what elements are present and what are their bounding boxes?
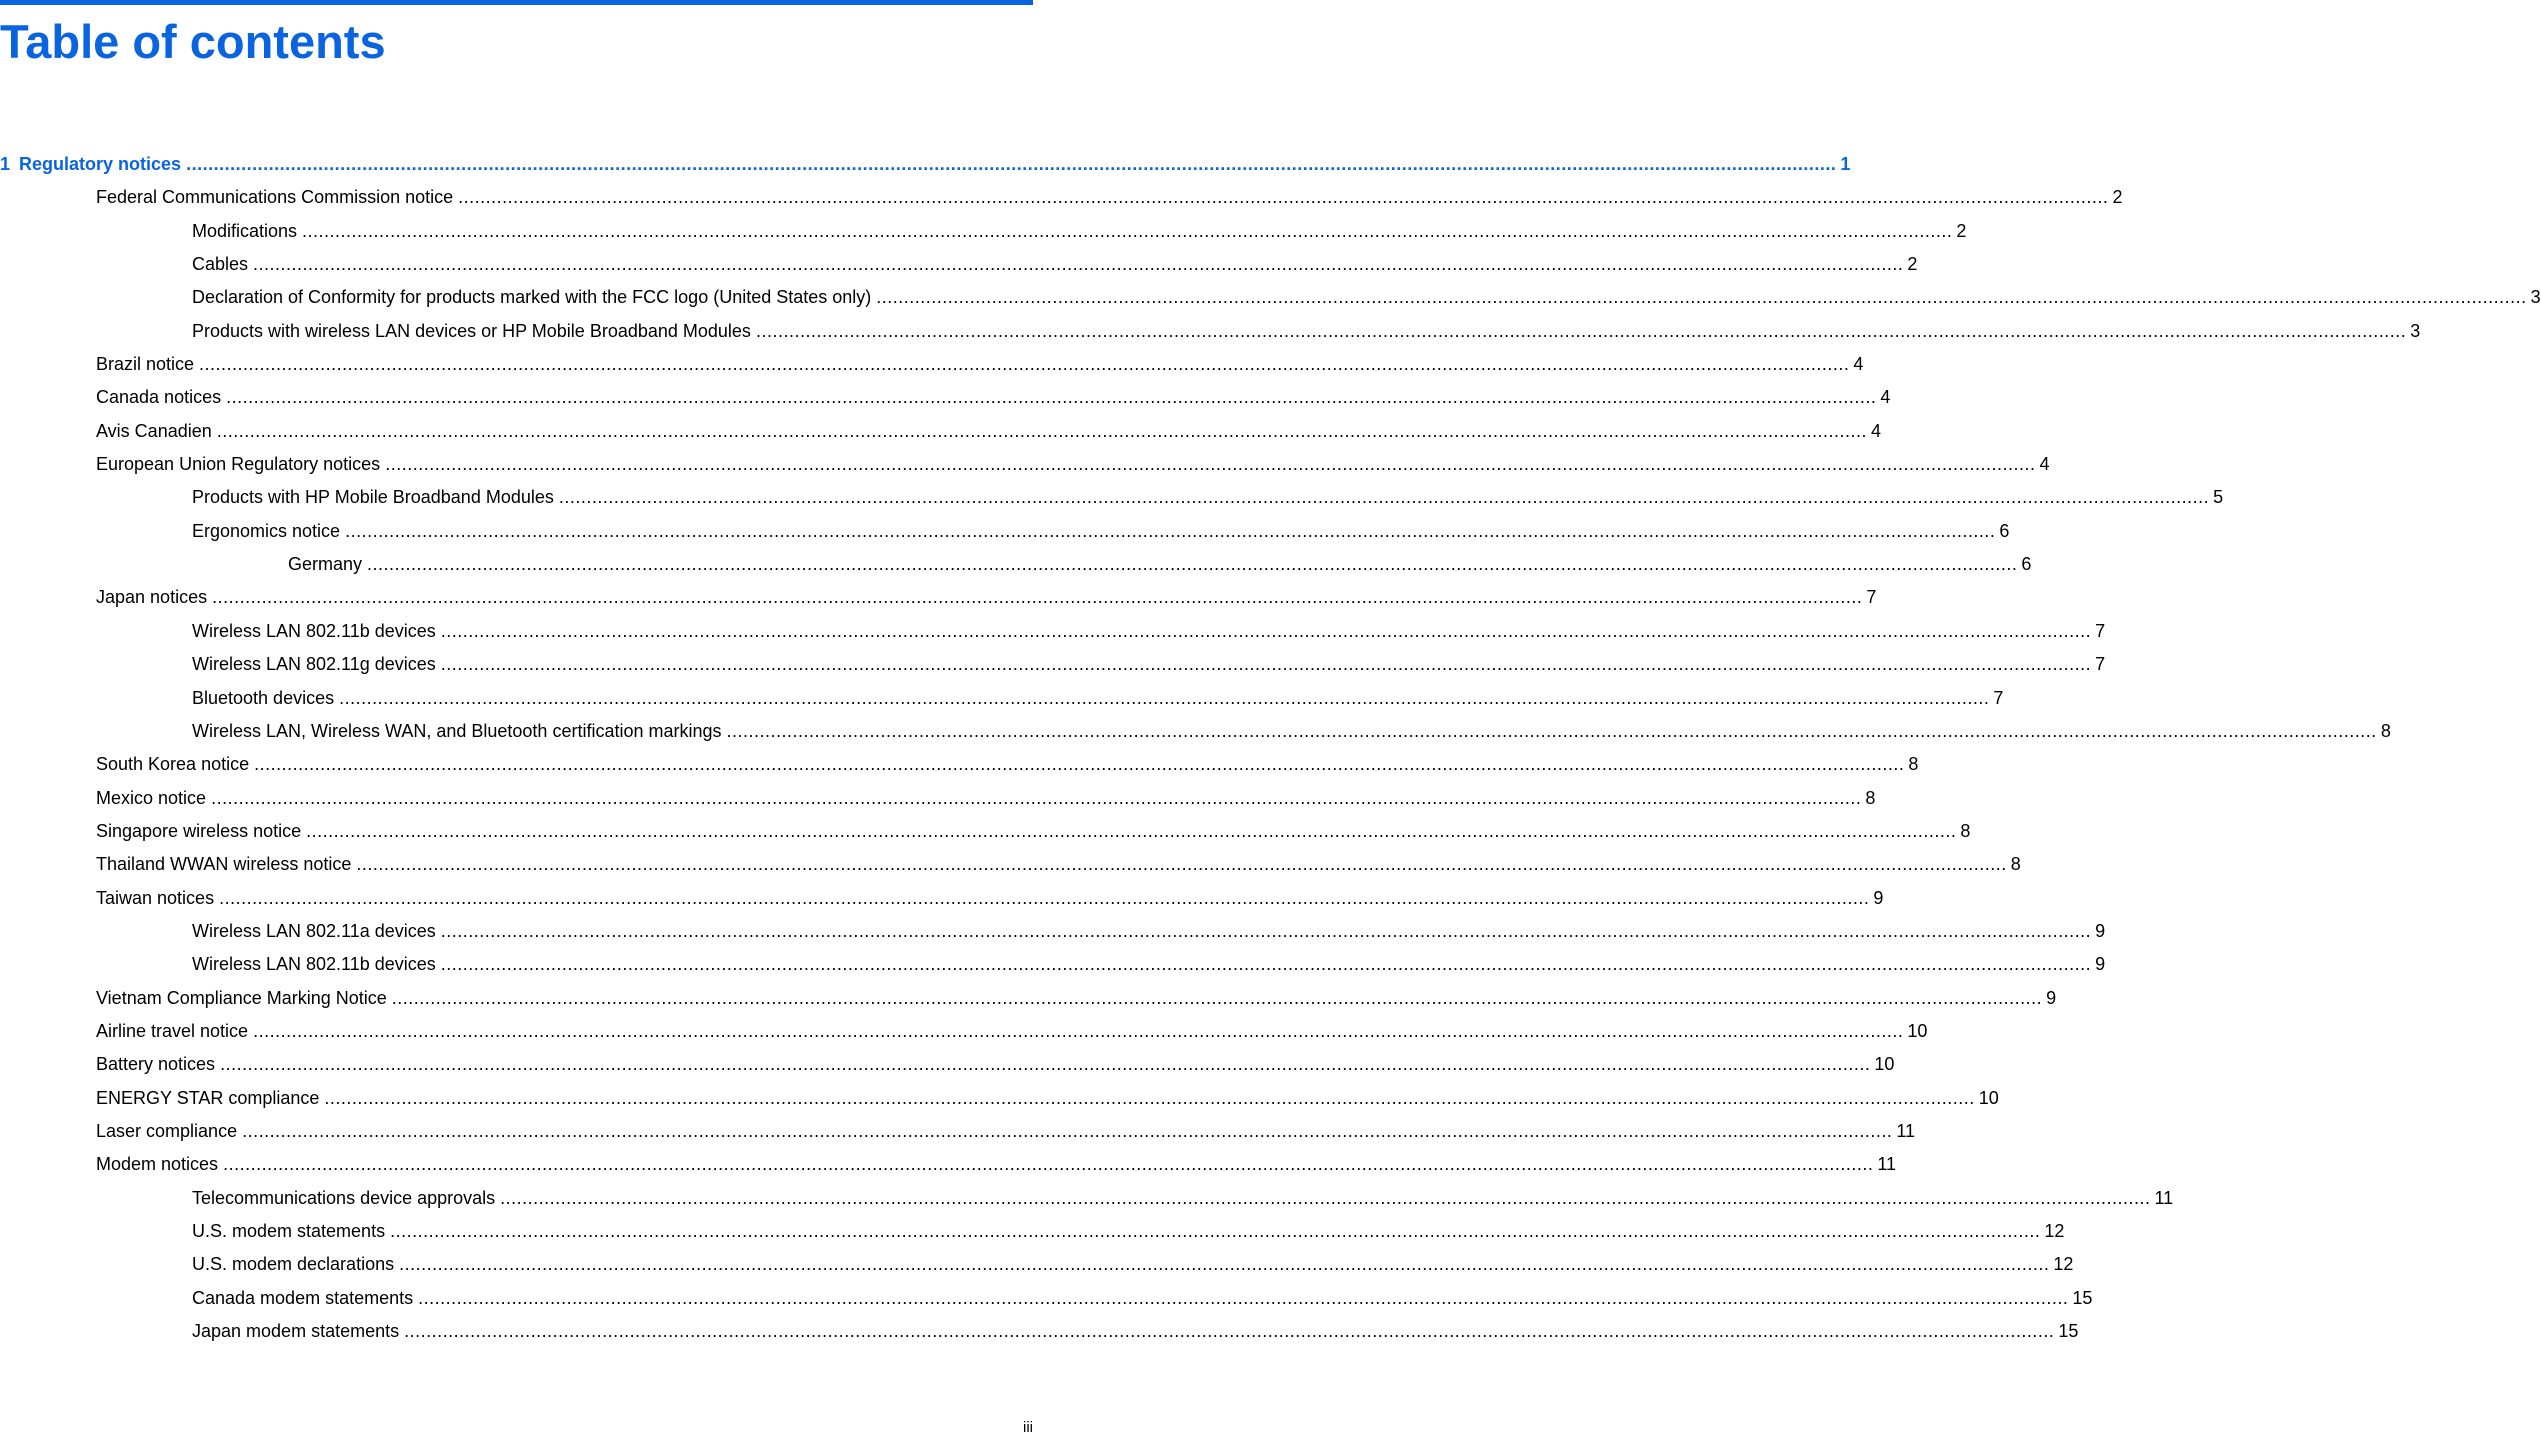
dot-leader: ............................................................................................................................................................................................................................................................................................................ [219,887,1870,908]
dot-leader: ............................................................................................................................................................................................................................................................................................................ [254,754,1905,775]
toc-entry-page[interactable]: 8 [1960,820,1971,841]
toc-entry-page[interactable]: 8 [2010,854,2021,875]
top-rule [0,0,1033,5]
toc-entry-page[interactable]: 7 [1866,587,1877,608]
toc-entry-title[interactable]: Telecommunications device approvals [192,1187,496,1208]
dot-leader: ............................................................................................................................................................................................................................................................................................................ [339,687,1990,708]
toc-entry-page[interactable]: 3 [2530,287,2541,308]
toc-entry-page[interactable]: 9 [2095,954,2106,975]
toc-entry[interactable] [0,882,1884,915]
dot-leader: ............................................................................................................................................................................................................................................................................................................ [404,1321,2055,1342]
toc-entry-title[interactable]: Modifications [192,220,298,241]
dot-leader: ............................................................................................................................................................................................................................................................................................................ [186,154,1837,174]
toc-entry-number: 1 [0,154,11,174]
dot-leader: ............................................................................................................................................................................................................................................................................................................ [216,420,1868,441]
toc-entry-title[interactable]: Federal Communications Commission notice [96,187,454,208]
toc-entry-title[interactable]: Thailand WWAN wireless notice [96,854,352,875]
toc-entry[interactable] [0,515,2010,548]
toc-entry-page[interactable]: 7 [2095,620,2106,641]
dot-leader: ............................................................................................................................................................................................................................................................................................................ [440,954,2092,975]
dot-leader: ............................................................................................................................................................................................................................................................................................................ [345,520,1996,541]
toc-entry-title[interactable]: Laser compliance [96,1120,238,1141]
dot-leader: ............................................................................................................................................................................................................................................................................................................ [226,387,1877,408]
dot-leader: ............................................................................................................................................................................................................................................................................................................ [356,854,2007,875]
toc-entry-title[interactable]: Wireless LAN 802.11b devices [192,620,436,641]
toc-entry-title[interactable]: South Korea notice [96,754,250,775]
dot-leader: ............................................................................................................................................................................................................................................................................................................ [755,320,2407,341]
toc-entry[interactable] [0,848,2021,881]
toc-entry-title[interactable]: U.S. modem declarations [192,1254,395,1275]
toc-entry-page[interactable]: 11 [1877,1154,1897,1175]
toc-entry[interactable] [0,248,1918,281]
toc-entry-page[interactable]: 6 [2021,554,2032,575]
toc-entry-page[interactable]: 5 [2213,487,2224,508]
toc-entry[interactable] [0,1248,2074,1281]
dot-leader: ............................................................................................................................................................................................................................................................................................................ [223,1154,1874,1175]
dot-leader: ............................................................................................................................................................................................................................................................................................................ [324,1087,1975,1108]
toc-entry[interactable] [0,415,1882,448]
toc-entry-title[interactable]: Airline travel notice [96,1020,249,1041]
dot-leader: ............................................................................................................................................................................................................................................................................................................ [440,654,2092,675]
dot-leader: ............................................................................................................................................................................................................................................................................................................ [385,454,2036,475]
toc-entry-page[interactable]: 12 [2053,1254,2074,1275]
dot-leader: ............................................................................................................................................................................................................................................................................................................ [418,1287,2069,1308]
toc-entry[interactable] [0,1282,2093,1315]
toc-entry[interactable] [0,181,2123,214]
dot-leader: ............................................................................................................................................................................................................................................................................................................ [726,720,2377,741]
toc-entry-title[interactable]: Vietnam Compliance Marking Notice [96,987,387,1008]
toc-entry[interactable] [0,748,1919,781]
toc-entry[interactable] [0,1182,2174,1215]
dot-leader: ............................................................................................................................................................................................................................................................................................................ [440,920,2092,941]
toc-entry-page[interactable]: 15 [2072,1287,2093,1308]
toc-entry[interactable] [0,782,1876,815]
toc-entry[interactable] [0,148,1851,181]
toc-entry[interactable] [0,615,2106,648]
dot-leader: ............................................................................................................................................................................................................................................................................................................ [399,1254,2050,1275]
toc-entry-title[interactable]: Wireless LAN 802.11g devices [192,654,436,675]
toc-entry-page[interactable]: 10 [1907,1020,1928,1041]
toc-entry-page[interactable]: 4 [1853,354,1864,375]
dot-leader: ............................................................................................................................................................................................................................................................................................................ [302,220,1953,241]
toc-entry-page[interactable]: 2 [2112,187,2123,208]
page-number: iii [1023,1419,1033,1436]
toc-entry-page[interactable]: 3 [2410,320,2421,341]
toc-entry-page[interactable]: 10 [1874,1054,1895,1075]
toc-entry-title[interactable]: Modem notices [96,1154,219,1175]
toc-entry-page[interactable]: 1 [1840,154,1851,174]
toc-entry-title[interactable]: Brazil notice [96,354,195,375]
toc-entry-page[interactable]: 11 [2154,1187,2174,1208]
toc-entry-page[interactable]: 15 [2058,1321,2079,1342]
toc-entry-page[interactable]: 4 [1880,387,1891,408]
dot-leader: ............................................................................................................................................................................................................................................................................................................ [306,820,1957,841]
toc-entry-title[interactable]: European Union Regulatory notices [96,454,381,475]
toc-entry-title[interactable]: Japan modem statements [192,1321,400,1342]
toc-entry-page[interactable]: 11 [1896,1120,1916,1141]
toc-entry-page[interactable]: 9 [2046,987,2057,1008]
toc-entry[interactable] [0,948,2106,981]
toc-entry[interactable] [0,348,1864,381]
toc-entry-page[interactable]: 2 [1956,220,1967,241]
toc-entry[interactable] [0,581,1877,614]
toc-entry[interactable] [0,281,2541,314]
toc-entry-page[interactable]: 6 [1999,520,2010,541]
dot-leader: ............................................................................................................................................................................................................................................................................................................ [253,254,1904,275]
toc-entry-page[interactable]: 8 [1908,754,1919,775]
toc-entry[interactable] [0,815,1971,848]
dot-leader: ............................................................................................................................................................................................................................................................................................................ [458,187,2109,208]
dot-leader: ............................................................................................................................................................................................................................................................................................................ [242,1120,1893,1141]
dot-leader: ............................................................................................................................................................................................................................................................................................................ [558,487,2210,508]
toc-entry[interactable] [0,982,2057,1015]
toc-entry[interactable] [0,548,2032,581]
dot-leader: ............................................................................................................................................................................................................................................................................................................ [367,554,2018,575]
toc-entry[interactable] [0,381,1891,414]
toc-entry-title[interactable]: Japan notices [96,587,208,608]
toc-entry[interactable] [0,1215,2065,1248]
toc-entry-page[interactable]: 2 [1907,254,1918,275]
toc-entry-title[interactable]: Products with wireless LAN devices or HP Mobile Broadband Modules [192,320,751,341]
toc-entry-title[interactable]: Taiwan notices [96,887,215,908]
toc-entry[interactable] [0,1015,1928,1048]
toc-entry-page[interactable]: 7 [2095,654,2106,675]
dot-leader: ............................................................................................................................................................................................................................................................................................................ [390,1221,2041,1241]
toc-entry-title[interactable]: Wireless LAN, Wireless WAN, and Bluetooth certification markings [192,720,722,741]
toc-entry[interactable] [0,682,2004,715]
toc-entry[interactable] [0,481,2224,514]
toc-entry-title[interactable]: Cables [192,254,249,275]
page-title: Table of contents [0,15,386,68]
dot-leader: ............................................................................................................................................................................................................................................................................................................ [876,287,2527,308]
toc-entry-title[interactable]: ENERGY STAR compliance [96,1087,320,1108]
toc-entry-page[interactable]: 7 [1993,687,2004,708]
dot-leader: ............................................................................................................................................................................................................................................................................................................ [500,1187,2151,1208]
toc-entry-page[interactable]: 4 [1871,420,1882,441]
toc-entry[interactable] [0,1048,1895,1081]
toc-entry-title[interactable]: Products with HP Mobile Broadband Modules [192,487,554,508]
toc-entry-page[interactable]: 12 [2044,1221,2065,1241]
toc-entry-title[interactable]: Avis Canadien [96,420,212,441]
dot-leader: ............................................................................................................................................................................................................................................................................................................ [440,620,2092,641]
toc-entry[interactable] [0,315,2421,348]
dot-leader: ............................................................................................................................................................................................................................................................................................................ [212,587,1863,608]
toc-entry-title[interactable]: Singapore wireless notice [96,820,302,841]
toc-entry-title[interactable]: Wireless LAN 802.11a devices [192,920,436,941]
toc-entry-title[interactable]: Canada notices [96,387,222,408]
toc-entry[interactable] [0,1148,1897,1181]
toc-entry[interactable] [0,1082,1999,1115]
toc-entry-page[interactable]: 8 [2380,720,2391,741]
toc-entry-page[interactable]: 9 [1873,887,1884,908]
toc-entry-title[interactable]: Wireless LAN 802.11b devices [192,954,436,975]
toc-entry-title[interactable]: Battery notices [96,1054,216,1075]
toc-entry-title[interactable]: Canada modem statements [192,1287,414,1308]
toc-entry-page[interactable]: 9 [2095,920,2106,941]
toc-entry[interactable] [0,648,2106,681]
dot-leader: ............................................................................................................................................................................................................................................................................................................ [391,987,2043,1008]
dot-leader: ............................................................................................................................................................................................................................................................................................................ [211,787,1862,808]
toc-entry-page[interactable]: 10 [1978,1087,1999,1108]
toc-entry[interactable] [0,715,2391,748]
table-of-contents [0,148,2541,1348]
toc-entry[interactable] [0,915,2106,948]
toc-entry-title[interactable]: Bluetooth devices [192,687,335,708]
toc-entry-title[interactable]: Ergonomics notice [192,520,341,541]
toc-entry-page[interactable]: 8 [1865,787,1876,808]
toc-entry[interactable] [0,1315,2079,1348]
toc-entry-title[interactable]: Declaration of Conformity for products marked with the FCC logo (United States only) [192,287,872,308]
toc-entry-page[interactable]: 4 [2039,454,2050,475]
toc-entry-title[interactable]: Regulatory notices [19,154,182,174]
dot-leader: ............................................................................................................................................................................................................................................................................................................ [220,1054,1871,1075]
toc-entry[interactable] [0,448,2050,481]
dot-leader: ............................................................................................................................................................................................................................................................................................................ [199,354,1850,375]
toc-entry[interactable] [0,215,1967,248]
dot-leader: ............................................................................................................................................................................................................................................................................................................ [253,1020,1904,1041]
toc-entry-title[interactable]: Mexico notice [96,787,207,808]
toc-entry-title[interactable]: Germany [288,554,363,575]
toc-entry-title[interactable]: U.S. modem statements [192,1221,386,1241]
toc-entry[interactable] [0,1115,1916,1148]
